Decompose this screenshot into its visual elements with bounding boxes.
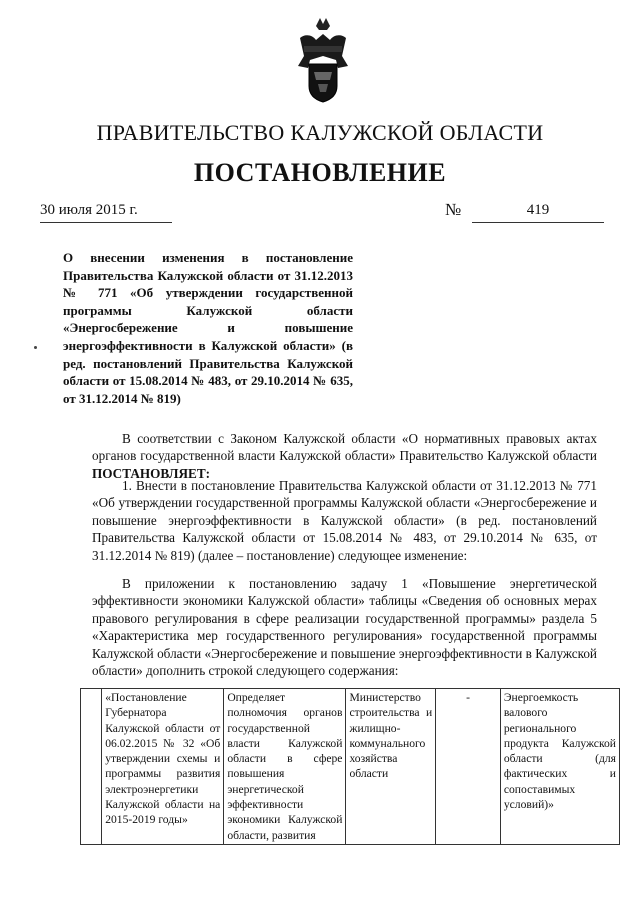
government-name: ПРАВИТЕЛЬСТВО КАЛУЖСКОЙ ОБЛАСТИ [96,120,544,145]
preamble-text: В соответствии с Законом Калужской области «О нормативных правовых актах органов государственной власти Калужской области» Правительство Калужской области [92,431,597,464]
table-cell-act: «Постановление Губернатора Калужской области от 06.02.2015 № 32 «Об утверждении схемы и программы развития электроэнергетики Калужской области на 2015-2019 годы» [102,689,224,845]
document-number: 419 [472,202,604,223]
measures-table [80,688,620,845]
document-date: 30 июля 2015 г. [40,202,172,223]
margin-mark [34,346,37,349]
table-cell-indicator: Энергоемкость валового регионального продукта Калужской области (для фактических и сопоставимых условий)» [500,689,619,845]
table-cell-responsible: Министерство строительства и жилищно-коммунального хозяйства области [346,689,436,845]
table-cell-number [81,689,102,845]
item-1-detail-paragraph [92,575,597,679]
table-cell-deadline: - [436,689,501,845]
resolves-word: ПОСТАНОВЛЯЕТ: [92,465,211,481]
table-row [81,689,620,845]
item-1-paragraph [92,477,597,564]
preamble-paragraph [92,430,597,482]
document-title: ПОСТАНОВЛЕНИЕ [193,158,447,187]
document-number-label: № [445,200,462,219]
table-cell-description: Определяет полномочия органов государственной власти Калужской области в сфере повышения энергетической эффективности экономики Калужской области, развития [224,689,346,845]
item-1-detail-text: В приложении к постановлению задачу 1 «Повышение энергетической эффективности экономики Калужской области» таблицы «Сведения об основных мерах правового регулирования в сфере реализации государственной программы» раздела 5 «Характеристика мер государственного регулирования» государственной программы Калужской области «Энергосбережение и повышение энергоэффективности в Калужской области» дополнить строкой следующего содержания: [92,576,597,679]
item-1-text: 1. Внести в постановление Правительства Калужской области от 31.12.2013 № 771 «Об утверждении государственной программы Калужской области «Энергосбережение и повышение энергоэффективности в Калужской области» (в ред. постановлений Правительства Калужской области от 15.08.2014 № 483, от 29.10.2014 № 635, от 31.12.2014 № 819) (далее – постановление) следующее изменение: [92,478,597,563]
document-subject: О внесении изменения в постановление Правительства Калужской области от 31.12.2013 № 771 «Об утверждении государственной программы Калужской области «Энергосбережение и повышение энергоэффективности в Калужской области» (в ред. постановлений Правительства Калужской области от 15.08.2014 № 483, от 29.10.2014 № 635, от 31.12.2014 № 819) [63,250,353,406]
coat-of-arms-emblem [296,16,350,104]
